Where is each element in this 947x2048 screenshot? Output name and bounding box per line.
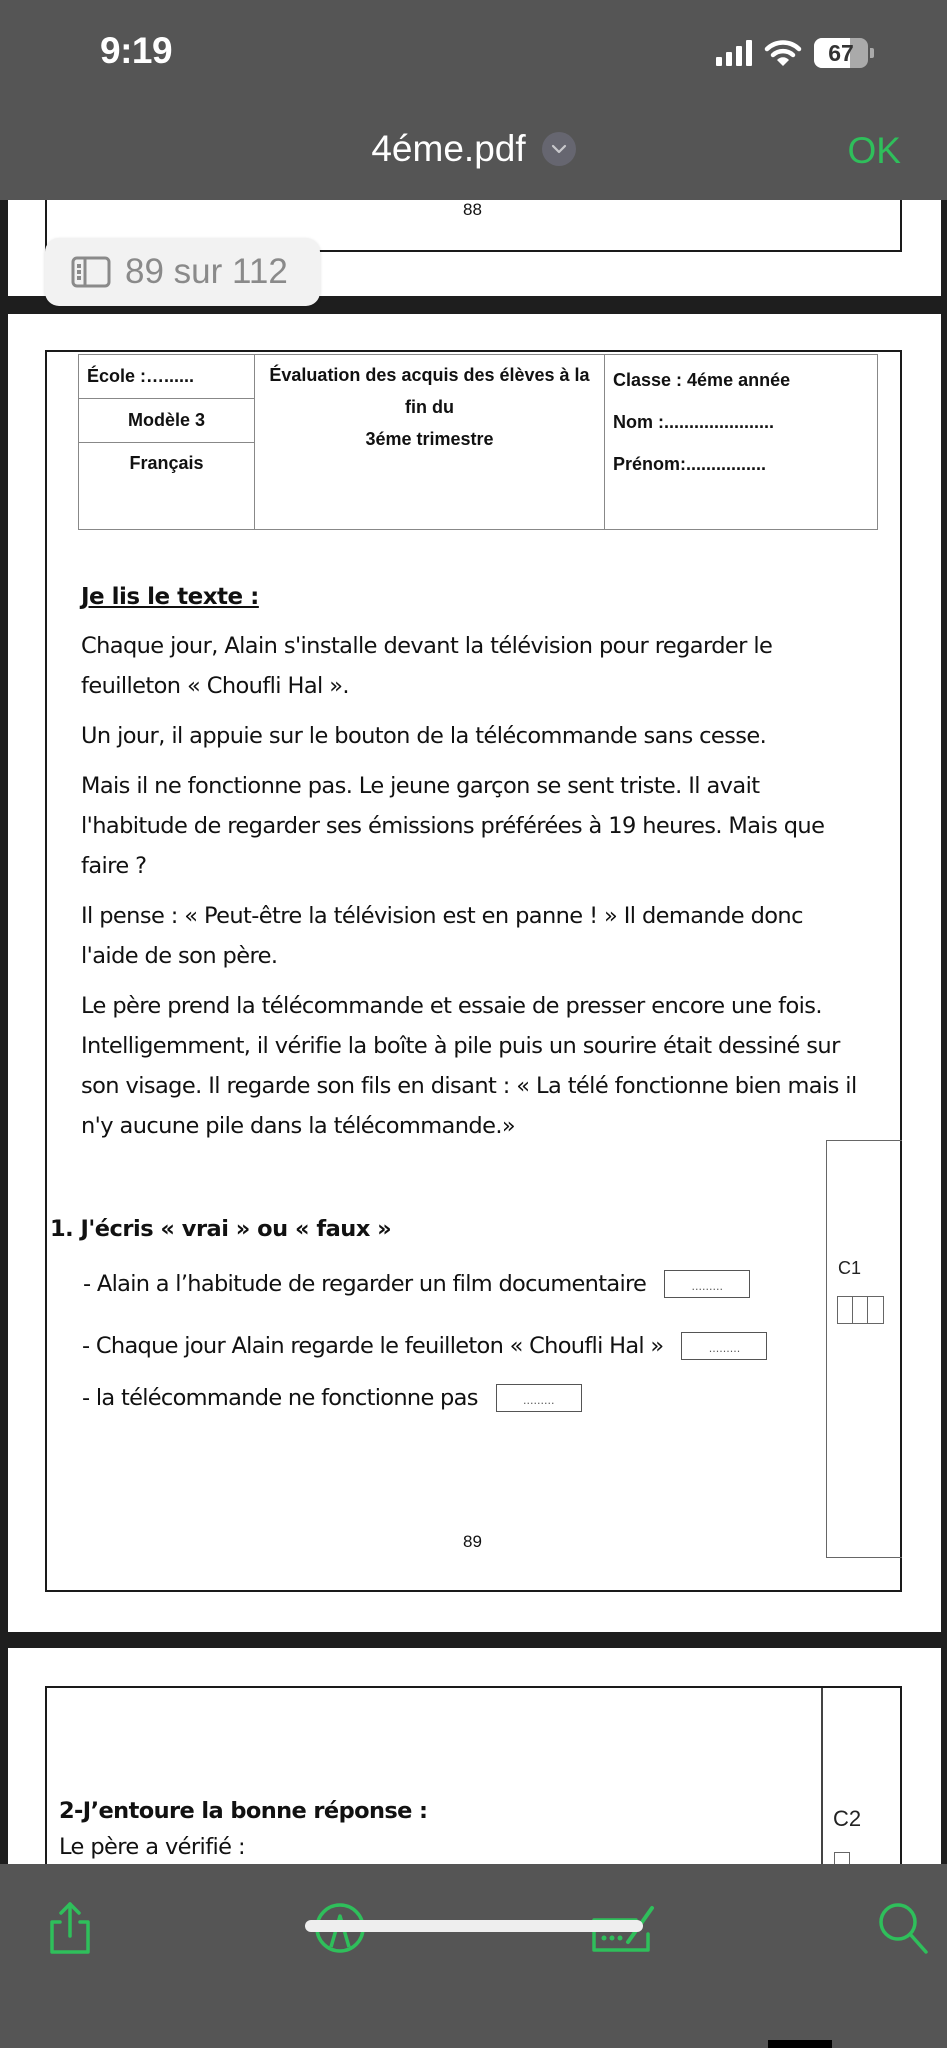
battery-level: 67 xyxy=(828,40,854,66)
bottom-toolbar xyxy=(0,1864,947,2048)
share-icon[interactable] xyxy=(42,1900,98,1956)
question-item-text: - Alain a l’habitude de regarder un film documentaire xyxy=(83,1271,647,1297)
ecole-field: École :…...... xyxy=(79,355,254,399)
corner-artifact xyxy=(768,2040,832,2048)
header-col-left xyxy=(79,355,255,529)
chevron-down-icon xyxy=(551,144,567,154)
paragraph: Chaque jour, Alain s'installe devant la télévision pour regarder le feuilleton « Choufli Hal ». xyxy=(81,633,773,699)
criterion-label: C2 xyxy=(833,1806,862,1831)
header-col-right xyxy=(605,355,877,529)
page-indicator[interactable] xyxy=(45,238,320,306)
page-number: 88 xyxy=(463,200,482,219)
evaluation-line-1: Évaluation des acquis des élèves à la xyxy=(269,365,590,385)
battery-icon xyxy=(814,38,868,68)
paragraph: Mais il ne fonctionne pas. Le jeune garçon se sent triste. Il avait l'habitude de regarder ses émissions préférées à 19 heures. Mais que faire ? xyxy=(81,773,825,879)
classe-label: Classe : 4éme année xyxy=(613,370,791,390)
search-icon[interactable] xyxy=(876,1900,932,1956)
answer-box[interactable]: ......... xyxy=(496,1384,582,1412)
matiere-label: Français xyxy=(129,452,204,473)
document-title-area xyxy=(0,128,947,170)
header-col-center xyxy=(255,355,605,529)
question-2-line: Le père a vérifié : xyxy=(59,1834,245,1860)
question-item-text: - Chaque jour Alain regarde le feuilleton « Choufli Hal » xyxy=(82,1333,664,1359)
question-item-text: - la télécommande ne fonctionne pas xyxy=(82,1385,478,1411)
evaluation-line-2: fin du xyxy=(405,397,454,417)
sidebar-icon xyxy=(71,256,111,288)
modele-label: Modèle 3 xyxy=(79,399,254,443)
page-number: 89 xyxy=(463,1532,482,1551)
score-boxes xyxy=(837,1296,884,1324)
evaluation-line-3: 3éme trimestre xyxy=(365,429,494,449)
grading-column xyxy=(826,1140,902,1558)
prenom-field: Prénom:................ xyxy=(613,454,767,474)
paragraph: Un jour, il appuie sur le bouton de la télécommande sans cesse. xyxy=(81,723,767,749)
paragraph: Le père prend la télécommande et essaie de presser encore une fois. Intelligemment, il vérifie la boîte à pile puis un sourire était dessiné sur son visage. Il regarde son fils en disant : « La télé fonctionne bien mais il n'y aucune pile dans la télécommande.» xyxy=(81,993,857,1139)
question-item xyxy=(82,1332,767,1360)
reading-text xyxy=(81,626,861,1156)
signal-icon xyxy=(716,40,752,66)
status-icons xyxy=(716,36,874,70)
ok-button[interactable]: OK xyxy=(847,130,901,171)
page-indicator-text: 89 sur 112 xyxy=(125,252,288,291)
nom-field: Nom :...................... xyxy=(613,412,775,432)
grading-divider xyxy=(821,1688,823,1888)
wifi-icon xyxy=(764,38,802,68)
question-item xyxy=(83,1270,750,1298)
paragraph: Il pense : « Peut-être la télévision est en panne ! » Il demande donc l'aide de son père. xyxy=(81,903,803,969)
criterion-label: C1 xyxy=(838,1258,862,1278)
question-item xyxy=(82,1384,582,1412)
status-time: 9:19 xyxy=(100,30,173,71)
document-title[interactable]: 4éme.pdf xyxy=(371,128,526,169)
battery-tip xyxy=(870,48,874,58)
reading-heading: Je lis le texte : xyxy=(81,584,259,610)
pdf-page-next xyxy=(8,1648,941,1868)
answer-box[interactable]: ......... xyxy=(681,1332,767,1360)
answer-box[interactable]: ......... xyxy=(664,1270,750,1298)
question-1-title: 1. J'écris « vrai » ou « faux » xyxy=(50,1216,392,1242)
title-menu-button[interactable] xyxy=(542,132,576,166)
top-navigation-bar xyxy=(0,0,947,200)
home-indicator[interactable] xyxy=(305,1920,643,1932)
question-2-title: 2-J’entoure la bonne réponse : xyxy=(59,1798,428,1824)
header-table xyxy=(78,354,878,530)
pdf-page-current xyxy=(8,314,941,1632)
